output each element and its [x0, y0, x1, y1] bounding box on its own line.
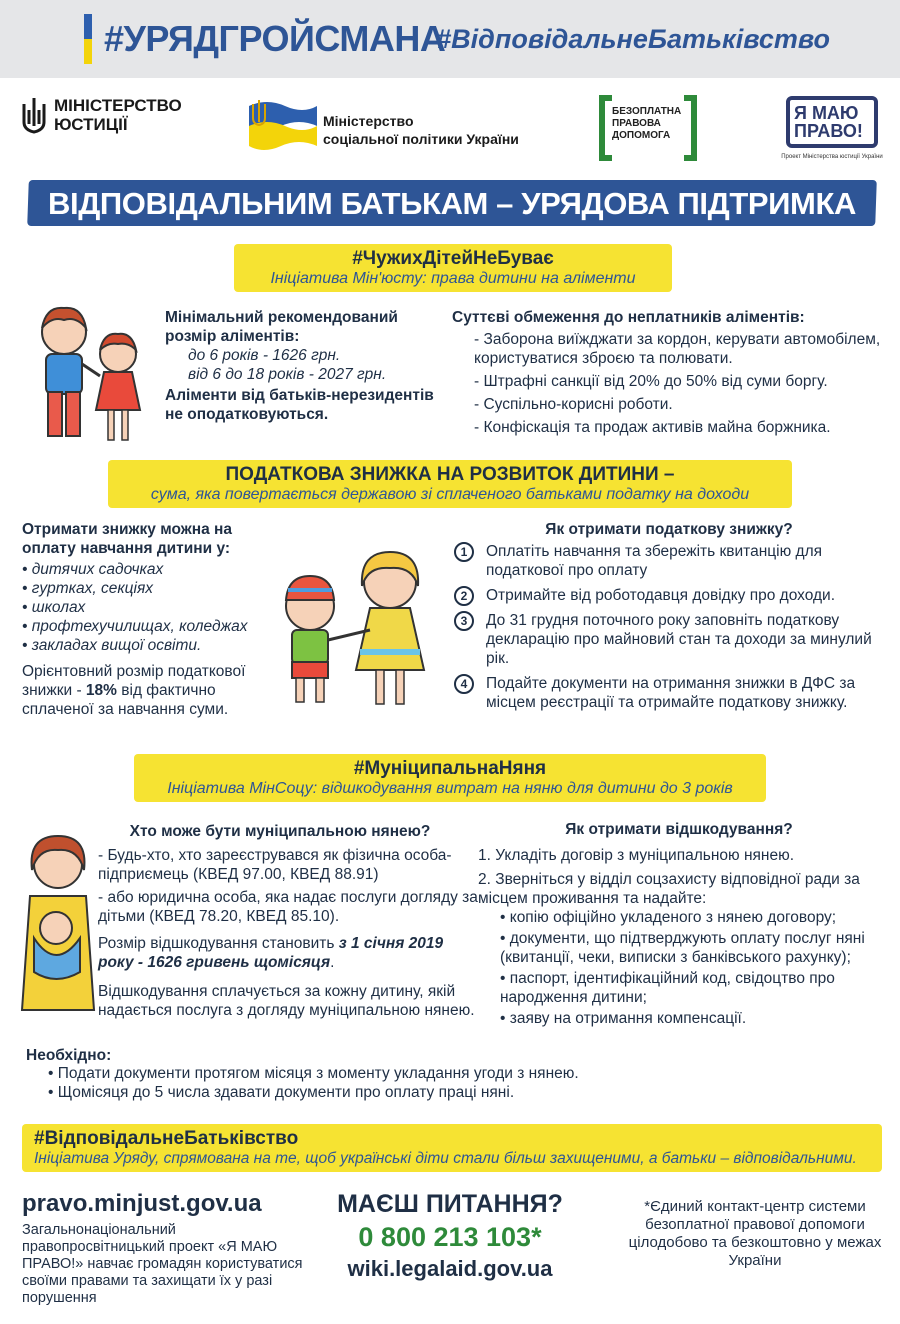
- min-alimony-item: до 6 років - 1626 грн.: [188, 347, 341, 364]
- wiki-link[interactable]: wiki.legalaid.gov.ua: [347, 1256, 553, 1281]
- per-child-note: Відшкодування сплачується за кожну дитину, якій надається послуга з догляду муніципальною нянею.: [98, 983, 475, 1019]
- section1-title: #ЧужихДітейНеБуває: [352, 248, 554, 269]
- kids-illustration-icon: [272, 540, 448, 712]
- hashtag-government: #УРЯДГРОЙСМАНА: [104, 18, 446, 59]
- list-item: • заяву на отримання компенсації.: [500, 1009, 890, 1028]
- limits-list: [474, 330, 884, 441]
- list-item: • закладах вищої освіти.: [22, 636, 292, 655]
- list-item: • гуртках, секціях: [22, 579, 292, 598]
- limits-heading: Суттєві обмеження до неплатників аліментів:: [452, 309, 805, 326]
- list-item: • дитячих садочках: [22, 560, 292, 579]
- section3-subtitle: Ініціатива МінСоцу: відшкодування витрат на няню для дитини до 3 років: [167, 780, 733, 797]
- top-bar: [0, 0, 900, 78]
- list-item: • документи, що підтверджують оплату послуг няні (квитанції, чеки, виписки з банківського рахунку);: [500, 929, 890, 967]
- list-item: - Суспільно-корисні роботи.: [474, 395, 884, 414]
- legal-aid-logo: БЕЗОПЛАТНА ПРАВОВА ДОПОМОГА: [598, 94, 698, 162]
- list-item: • паспорт, ідентифікаційний код, свідоцтво про народження дитини;: [500, 969, 890, 1007]
- list-item: - або юридична особа, яка надає послуги догляду за дітьми (КВЕД 78.20, КВЕД 85.10).: [98, 888, 478, 926]
- section3-title: #МуніципальнаНяня: [353, 758, 547, 779]
- discount-estimate: Орієнтовний розмір податкової знижки - 18% від фактично сплаченої за навчання суми.: [22, 663, 246, 718]
- list-item: - Штрафні санкції від 20% до 50% від суми боргу.: [474, 372, 884, 391]
- list-item: • копію офіційно укладеного з нянею договору;: [500, 908, 890, 927]
- compensation-step: 2. Зверніться у відділ соцзахисту відповідної ради за місцем проживання та надайте:: [478, 871, 860, 907]
- list-item: • профтехучилищах, коледжах: [22, 617, 292, 636]
- section4-subtitle: Ініціатива Уряду, спрямована на те, щоб українські діти стали більш захищеними, а батьки – відповідальними.: [34, 1150, 857, 1167]
- flag-icon: [84, 14, 92, 64]
- min-alimony-heading: Мінімальний рекомендований розмір аліментів:: [165, 309, 398, 345]
- list-item: • Щомісяця до 5 числа здавати документи про оплату праці няні.: [48, 1083, 848, 1102]
- who-nanny-list: [98, 846, 478, 930]
- compensation-amount: Розмір відшкодування становить з 1 січня 2019 року - 1626 гривень щомісяця.: [98, 935, 444, 971]
- main-title: ВІДПОВІДАЛЬНИМ БАТЬКАМ – УРЯДОВА ПІДТРИМКА: [48, 186, 856, 221]
- compensation-step: 1. Укладіть договір з муніципальною нянею.: [478, 847, 795, 864]
- section1-subtitle: Ініціатива Мін'юсту: права дитини на аліменти: [270, 270, 636, 287]
- trident-icon: [20, 96, 48, 136]
- list-item: - Будь-хто, хто зареєструвався як фізична особа-підприємець (КВЕД 97.00, КВЕД 88.91): [98, 846, 478, 884]
- step-item: 1 Оплатіть навчання та збережіть квитанцію для податкової про оплату: [454, 542, 884, 580]
- children-illustration-icon: [16, 298, 156, 444]
- hashtag-responsible-parenthood: #ВідповідальнеБатьківство: [436, 24, 830, 54]
- discount-places-list: [22, 560, 292, 655]
- list-item: • школах: [22, 598, 292, 617]
- step-item: 3 До 31 грудня поточного року заповніть податкову декларацію про майновий стан та доходи за минулий рік.: [454, 611, 884, 668]
- how-discount-heading: Як отримати податкову знижку?: [545, 521, 793, 538]
- list-item: • Подати документи протягом місяця з моменту укладання угоди з нянею.: [48, 1064, 848, 1083]
- project-description: Загальнонаціональний правопросвітницький проект «Я МАЮ ПРАВО!» навчає громадян користуватися своїми правами та захищати їх у разі порушення: [22, 1222, 303, 1306]
- contact-center-note: *Єдиний контакт-центр системи безоплатної правової допомоги цілодобово та безкоштовно у межах України: [628, 1198, 882, 1269]
- who-nanny-heading: Хто може бути муніципальною нянею?: [129, 823, 431, 840]
- flag-emblem-icon: [245, 96, 319, 152]
- required-heading: Необхідно:: [26, 1047, 112, 1064]
- discount-heading: Отримати знижку можна на оплату навчання дитини у:: [22, 521, 233, 557]
- ministry-social-policy-logo: Міністерство соціальної політики України: [245, 96, 319, 157]
- section2-subtitle: сума, яка повертається державою зі сплаченого батьками податку на доходи: [150, 486, 750, 503]
- section4-title: #ВідповідальнеБатьківство: [34, 1128, 299, 1149]
- how-compensation-heading: Як отримати відшкодування?: [565, 821, 793, 838]
- nonresident-note: Аліменти від батьків-нерезидентів не оподатковуються.: [165, 387, 434, 423]
- required-list: [48, 1064, 848, 1102]
- discount-steps: [454, 542, 884, 718]
- list-item: - Заборона виїжджати за кордон, керувати автомобілем, користуватися зброєю та полювати.: [474, 330, 884, 368]
- hotline-phone[interactable]: 0 800 213 103*: [358, 1222, 542, 1252]
- section2-title: ПОДАТКОВА ЗНИЖКА НА РОЗВИТОК ДИТИНИ –: [225, 464, 675, 485]
- question-heading: МАЄШ ПИТАННЯ?: [337, 1190, 563, 1218]
- ya-mayu-pravo-logo: Я МАЮ ПРАВО! Проект Міністерства юстиції України: [780, 96, 884, 164]
- nanny-illustration-icon: [10, 822, 100, 1018]
- list-item: - Конфіскація та продаж активів майна боржника.: [474, 418, 884, 437]
- documents-list: [500, 908, 890, 1030]
- ministry-justice-logo: МІНІСТЕРСТВО ЮСТИЦІЇ: [20, 96, 48, 141]
- step-item: 2 Отримайте від роботодавця довідку про доходи.: [454, 586, 884, 605]
- step-item: 4 Подайте документи на отримання знижки в ДФС за місцем реєстрації та отримайте податкову знижку.: [454, 674, 884, 712]
- logos-row: [0, 90, 900, 168]
- pravo-link[interactable]: pravo.minjust.gov.ua: [22, 1190, 262, 1217]
- min-alimony-item: від 6 до 18 років - 2027 грн.: [188, 366, 387, 383]
